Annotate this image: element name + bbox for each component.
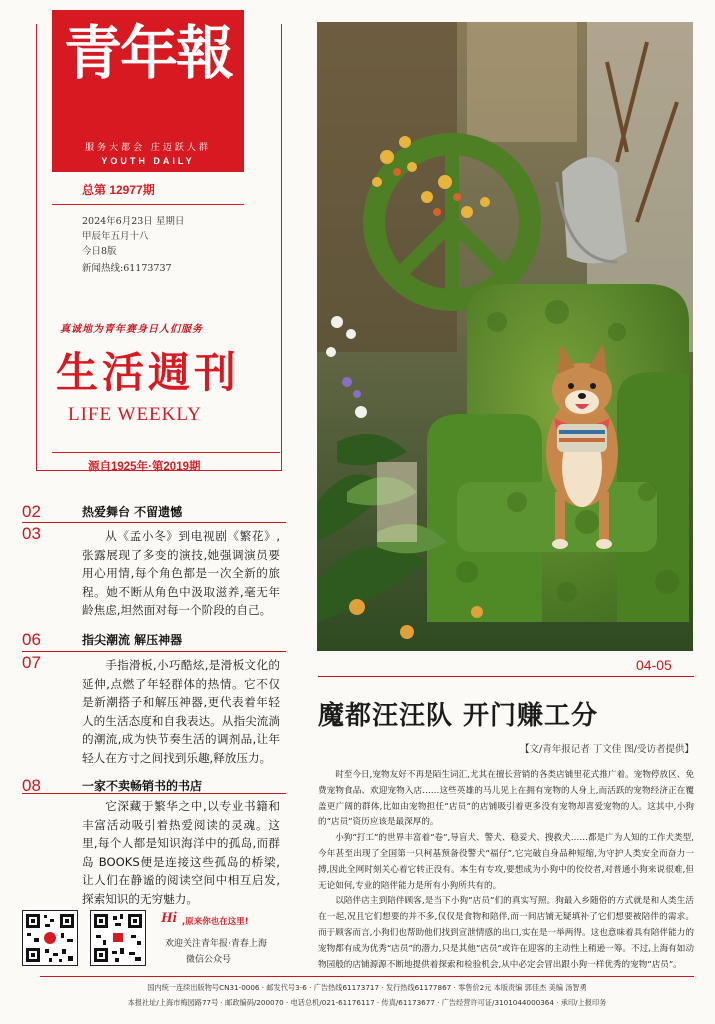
feature-page-range: 04-05 [636, 657, 672, 673]
hi-label: Hi [161, 910, 177, 926]
index-page-number: 07 [22, 653, 41, 672]
weekly-title: 生活週刊 [56, 348, 241, 397]
cover-photo [317, 22, 693, 651]
footer-publication-info: 国内统一连续出版物号CN31-0006 · 邮发代号3-6 · 广告热线61173717 · 发行热线61177867 · 零售价2元 本版责编 郭佳杰 美编 汤智勇 [147, 983, 587, 992]
divider [22, 651, 286, 652]
index-summary: 从《孟小冬》到电视剧《繁花》,张露展现了多变的演技,她强调演员要用心用情,每个角色都是一次全新的旅程。她不断从角色中汲取滋养,毫无年龄焦虑,坦然面对每一个阶段的自己。 [82, 529, 280, 618]
footer-address-info: 本报社址/上海市梅园路77号 · 邮政编码/200070 · 电话总机/021-61176117 · 传真/61173677 · 广告经营许可证/3101044000364 · 承印/上报印务 [127, 998, 607, 1007]
news-hotline: 新闻热线:61173737 [82, 263, 172, 274]
page-count: 今日8版 [82, 246, 117, 257]
index-summary: 它深藏于繁华之中,以专业书籍和丰富活动吸引着热爱阅读的灵魂。这里,每个人都是知识海洋中的孤岛,而群岛 BOOKS便是连接这些孤岛的桥梁,让人们在静谧的阅读空间中相互启发,探索知识的无穷魅力。 [82, 799, 280, 906]
article-paragraph: 以陪伴店主到陪伴顾客,是当下小狗“店员”们的真实写照。狗最入乡随俗的方式就是和人类生活在一起,况且它们想要的并不多,仅仅是食物和陪伴,而一间店铺无疑填补了它们想要被陪伴的需求。而于顾客而言,小狗们也帮助他们找到宣泄情感的出口,实在是一举两得。这也意味着具有陪伴能力的宠物都有成为优秀“店员”的潜力,只是其他“店员”或许在迎客的主动性上稍逊一筹。不过,上海有如动物园般的店铺源源不断地提供着探索和检验机会,从中必定会冒出跟小狗一样优秀的宠物“店员”。 [318, 896, 694, 970]
qr-code-image [22, 910, 78, 966]
index-title[interactable]: 一家不卖畅销书的书店 [82, 779, 203, 793]
index-page-number: 06 [22, 630, 41, 649]
masthead [52, 10, 244, 172]
index-title[interactable]: 热爱舞台 不留遗憾 [82, 505, 183, 519]
feature-article [318, 768, 694, 973]
weekly-title-english: LIFE WEEKLY [68, 404, 202, 425]
index-summary: 手指滑板,小巧酷炫,是滑板文化的延伸,点燃了年轻群体的热情。它不仅是新潮搭子和解压神器,更代表着年轻人的生活态度和自我表达。从指尖流淌的潮流,成为快节奏生活的调剂品,让年轻人在方寸之间找到乐趣,释放压力。 [82, 658, 280, 765]
qr-code-image [90, 910, 146, 966]
divider [318, 676, 694, 677]
divider [22, 522, 286, 523]
footer-divider [40, 976, 694, 977]
masthead-english: YOUTH DAILY [101, 156, 195, 166]
feature-byline: 【文/青年报记者 丁文佳 图/受访者提供】 [520, 744, 694, 755]
index-page-number: 03 [22, 524, 41, 543]
hi-message: ,原来你也在这里! [182, 917, 249, 927]
follow-account: 微信公众号 [186, 955, 232, 965]
follow-prompt: 欢迎关注青年报·青春上海 [165, 939, 267, 949]
index-page-number: 02 [22, 502, 41, 521]
masthead-slogan: 服务大都会 庄迈跃人群 [85, 143, 211, 153]
masthead-logo: 青年報 [63, 19, 232, 87]
divider [52, 204, 244, 205]
article-paragraph: 小狗“打工”的世界丰富着“卷”,导盲犬、警犬、稳妥犬、搜救犬……都是广为人知的工作犬类型,今年甚至出现了全国第一只柯基预备役警犬“福仔”,它完破自身品种短缩,为守护人类安全而奋力一搏,因此全网时刻关心着它转正没有。本生有专攻,要想成为小狗中的佼佼者,对普通小狗来说很难,但无论如何,专业的陪伴能力是所有小狗所共有的。 [318, 833, 694, 891]
article-paragraph: 时至今日,宠物友好不再是陌生词汇,尤其在擅长营销的各类店铺里花式推广着。宠物停放区、免费宠物食品、欢迎宠物入店……这些英雄的马儿见上在拥有宠物的人身上,而活跃的宠物经济正在覆盖更广阔的群体,比如由宠物担任“店员”的店铺吸引着更多没有宠物却喜爱宠物的人。这其中,小狗的“店员”资历应该是最深厚的。 [318, 770, 694, 828]
index-title[interactable]: 指尖潮流 解压神器 [82, 633, 183, 647]
index-page-number: 08 [22, 776, 41, 795]
issue-number: 总第 12977期 [82, 183, 155, 197]
divider [52, 452, 280, 453]
weekly-since: 源自1925年·第2019期 [88, 461, 201, 473]
weekly-slogan: 真诚地为青年赛身日人们服务 [60, 324, 203, 335]
lunar-date: 甲辰年五月十八 [82, 231, 149, 242]
feature-headline[interactable]: 魔都汪汪队 开门赚工分 [318, 701, 599, 731]
issue-date: 2024年6月23日 星期日 [82, 216, 185, 227]
